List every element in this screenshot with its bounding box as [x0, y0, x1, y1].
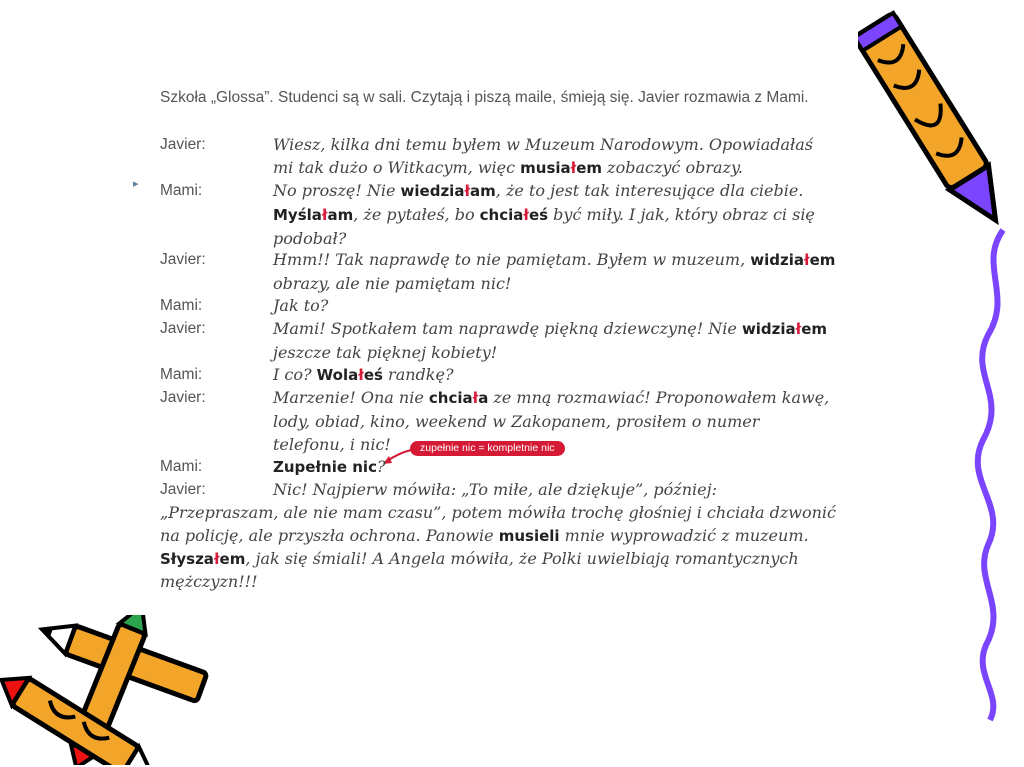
speech-text: telefonu, i nic! — [273, 435, 391, 454]
speaker-label: Javier: — [160, 136, 206, 153]
speech-text: I co? — [273, 365, 317, 384]
speaker-label: Javier: — [160, 320, 206, 337]
verb-highlight: Myślałam — [273, 206, 354, 224]
speaker-label: Javier: — [160, 251, 206, 268]
speaker-label: Javier: — [160, 389, 206, 406]
speech-text: mężczyzn!!! — [160, 572, 258, 591]
verb-highlight: chciała — [428, 389, 489, 407]
pencil-icon-top-right — [858, 0, 1008, 245]
speech-text: Nic! Najpierw mówiła: „To miłe, ale dziękuje”, później: — [273, 480, 717, 499]
verb-highlight: chciałeś — [479, 206, 549, 224]
verb-highlight: Słyszałem — [160, 550, 246, 568]
speech-text: Hmm!! Tak naprawdę to nie pamiętam. Byłem w muzeum, — [273, 250, 751, 269]
verb-highlight: musiałem — [520, 159, 603, 177]
verb-highlight: Wolałeś — [316, 366, 383, 384]
speech-text: obrazy, ale nie pamiętam nic! — [273, 274, 512, 293]
phrase-highlight: Zupełnie nic — [273, 458, 377, 476]
speech-text: , że pytałeś, bo — [353, 205, 480, 224]
speech-text: randkę? — [382, 365, 454, 384]
speaker-label: Javier: — [160, 481, 206, 498]
verb-highlight: wiedziałam — [400, 182, 496, 200]
speech-text: jeszcze tak pięknej kobiety! — [273, 343, 498, 362]
speech-text: mnie wyprowadzić z muzeum. — [559, 526, 809, 545]
speaker-label: Mami: — [160, 366, 203, 383]
pencils-icon-bottom-left — [0, 615, 210, 765]
vocab-note-badge: zupełnie nic = kompletnie nic — [410, 441, 565, 456]
speech-text: mi tak dużo o Witkacym, więc — [273, 158, 521, 177]
speech-text: ? — [376, 457, 386, 476]
speech-text: Jak to? — [273, 296, 329, 315]
speech-text: na policję, ale przyszła ochrona. Panowie — [160, 526, 499, 545]
speech-text: , jak się śmiali! A Angela mówiła, że Polki uwielbiają romantycznych — [245, 549, 799, 568]
speech-text: Mami! Spotkałem tam naprawdę piękną dziewczynę! Nie — [273, 319, 742, 338]
speech-text: „Przepraszam, ale nie mam czasu”, potem mówiła trochę głośniej i chciała dzwonić — [160, 503, 836, 522]
speaker-label: Mami: — [160, 182, 203, 199]
speech-text: No proszę! Nie — [273, 181, 401, 200]
speech-text: ze mną rozmawiać! Proponowałem kawę, — [488, 388, 830, 407]
speaker-label: Mami: — [160, 297, 203, 314]
speech-text: Marzenie! Ona nie — [273, 388, 429, 407]
wavy-line-decoration — [968, 225, 1018, 725]
speech-text: podobał? — [273, 229, 347, 248]
verb-highlight: musieli — [498, 527, 560, 545]
verb-highlight: widziałem — [741, 320, 828, 338]
speech-text: być miły. I jak, który obraz ci się — [548, 205, 815, 224]
speaker-label: Mami: — [160, 458, 203, 475]
intro-text: Szkoła „Glossa”. Studenci są w sali. Czytają i piszą maile, śmieją się. Javier rozmawia z Mami. — [160, 89, 809, 106]
verb-highlight: widziałem — [750, 251, 836, 269]
speech-text: , że to jest tak interesujące dla ciebie. — [495, 181, 804, 200]
speech-text: lody, obiad, kino, weekend w Zakopanem, prosiłem o numer — [273, 412, 760, 431]
speech-text: Wiesz, kilka dni temu byłem w Muzeum Narodowym. Opowiadałaś — [273, 135, 813, 154]
bullet-icon: ▸ — [133, 177, 139, 190]
speech-text: zobaczyć obrazy. — [602, 158, 743, 177]
